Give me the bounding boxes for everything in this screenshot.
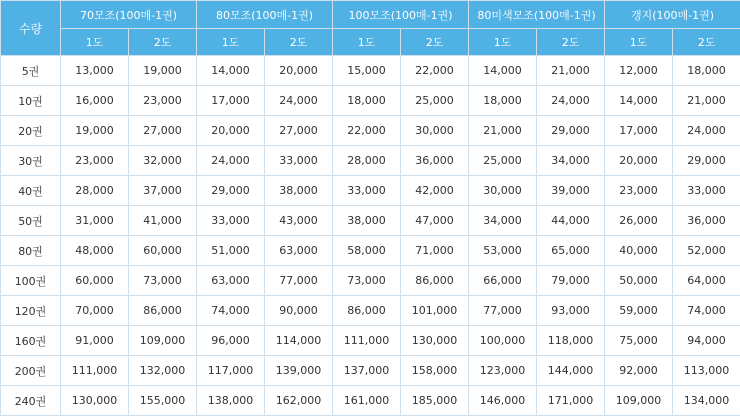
group-header-100-mojo: 100모조(100매-1권) bbox=[333, 1, 469, 29]
group-header-80-mojo: 80모조(100매-1권) bbox=[197, 1, 333, 29]
price-cell: 185,000 bbox=[401, 386, 469, 416]
price-cell: 114,000 bbox=[265, 326, 333, 356]
price-cell: 117,000 bbox=[197, 356, 265, 386]
price-cell: 71,000 bbox=[401, 236, 469, 266]
price-cell: 77,000 bbox=[469, 296, 537, 326]
price-cell: 53,000 bbox=[469, 236, 537, 266]
price-cell: 130,000 bbox=[61, 386, 129, 416]
price-cell: 50,000 bbox=[605, 266, 673, 296]
one-color-header: 1도 bbox=[605, 29, 673, 56]
price-cell: 14,000 bbox=[605, 86, 673, 116]
table-row bbox=[1, 356, 740, 386]
quantity-cell: 200권 bbox=[1, 356, 61, 386]
price-cell: 38,000 bbox=[265, 176, 333, 206]
price-cell: 42,000 bbox=[401, 176, 469, 206]
price-cell: 86,000 bbox=[401, 266, 469, 296]
price-cell: 100,000 bbox=[469, 326, 537, 356]
price-cell: 12,000 bbox=[605, 56, 673, 86]
quantity-cell: 30권 bbox=[1, 146, 61, 176]
price-cell: 144,000 bbox=[537, 356, 605, 386]
table-row bbox=[1, 176, 740, 206]
price-cell: 86,000 bbox=[333, 296, 401, 326]
price-cell: 29,000 bbox=[537, 116, 605, 146]
one-color-header: 1도 bbox=[197, 29, 265, 56]
two-color-header: 2도 bbox=[265, 29, 333, 56]
quantity-cell: 80권 bbox=[1, 236, 61, 266]
price-cell: 161,000 bbox=[333, 386, 401, 416]
price-cell: 113,000 bbox=[673, 356, 740, 386]
price-cell: 63,000 bbox=[265, 236, 333, 266]
price-cell: 20,000 bbox=[197, 116, 265, 146]
price-cell: 13,000 bbox=[61, 56, 129, 86]
price-cell: 17,000 bbox=[197, 86, 265, 116]
price-cell: 25,000 bbox=[469, 146, 537, 176]
table-row bbox=[1, 206, 740, 236]
price-cell: 23,000 bbox=[605, 176, 673, 206]
price-cell: 43,000 bbox=[265, 206, 333, 236]
price-cell: 74,000 bbox=[197, 296, 265, 326]
price-cell: 28,000 bbox=[61, 176, 129, 206]
price-cell: 16,000 bbox=[61, 86, 129, 116]
price-cell: 162,000 bbox=[265, 386, 333, 416]
color-header-row bbox=[1, 29, 740, 56]
table-row bbox=[1, 296, 740, 326]
price-cell: 24,000 bbox=[673, 116, 740, 146]
price-cell: 19,000 bbox=[129, 56, 197, 86]
price-cell: 96,000 bbox=[197, 326, 265, 356]
price-cell: 44,000 bbox=[537, 206, 605, 236]
price-cell: 79,000 bbox=[537, 266, 605, 296]
price-cell: 33,000 bbox=[265, 146, 333, 176]
table-row bbox=[1, 236, 740, 266]
price-cell: 30,000 bbox=[469, 176, 537, 206]
price-cell: 22,000 bbox=[401, 56, 469, 86]
price-cell: 30,000 bbox=[401, 116, 469, 146]
price-cell: 27,000 bbox=[129, 116, 197, 146]
two-color-header: 2도 bbox=[673, 29, 740, 56]
price-cell: 24,000 bbox=[537, 86, 605, 116]
price-cell: 171,000 bbox=[537, 386, 605, 416]
price-cell: 24,000 bbox=[265, 86, 333, 116]
one-color-header: 1도 bbox=[333, 29, 401, 56]
price-cell: 134,000 bbox=[673, 386, 740, 416]
price-cell: 77,000 bbox=[265, 266, 333, 296]
price-cell: 64,000 bbox=[673, 266, 740, 296]
price-cell: 66,000 bbox=[469, 266, 537, 296]
price-cell: 23,000 bbox=[61, 146, 129, 176]
price-cell: 20,000 bbox=[605, 146, 673, 176]
price-cell: 33,000 bbox=[197, 206, 265, 236]
price-cell: 123,000 bbox=[469, 356, 537, 386]
price-cell: 101,000 bbox=[401, 296, 469, 326]
one-color-header: 1도 bbox=[61, 29, 129, 56]
price-cell: 74,000 bbox=[673, 296, 740, 326]
quantity-cell: 10권 bbox=[1, 86, 61, 116]
price-cell: 155,000 bbox=[129, 386, 197, 416]
price-cell: 28,000 bbox=[333, 146, 401, 176]
price-cell: 17,000 bbox=[605, 116, 673, 146]
quantity-cell: 120권 bbox=[1, 296, 61, 326]
price-cell: 59,000 bbox=[605, 296, 673, 326]
price-cell: 138,000 bbox=[197, 386, 265, 416]
price-cell: 34,000 bbox=[537, 146, 605, 176]
price-cell: 47,000 bbox=[401, 206, 469, 236]
group-header-row bbox=[1, 1, 740, 29]
price-cell: 14,000 bbox=[469, 56, 537, 86]
quantity-cell: 40권 bbox=[1, 176, 61, 206]
price-cell: 65,000 bbox=[537, 236, 605, 266]
price-cell: 109,000 bbox=[605, 386, 673, 416]
quantity-cell: 20권 bbox=[1, 116, 61, 146]
price-cell: 21,000 bbox=[673, 86, 740, 116]
price-cell: 40,000 bbox=[605, 236, 673, 266]
two-color-header: 2도 bbox=[537, 29, 605, 56]
price-cell: 92,000 bbox=[605, 356, 673, 386]
price-cell: 91,000 bbox=[61, 326, 129, 356]
price-cell: 130,000 bbox=[401, 326, 469, 356]
price-cell: 58,000 bbox=[333, 236, 401, 266]
table-row bbox=[1, 56, 740, 86]
price-cell: 139,000 bbox=[265, 356, 333, 386]
price-cell: 111,000 bbox=[61, 356, 129, 386]
price-cell: 70,000 bbox=[61, 296, 129, 326]
price-cell: 33,000 bbox=[673, 176, 740, 206]
price-cell: 118,000 bbox=[537, 326, 605, 356]
price-cell: 37,000 bbox=[129, 176, 197, 206]
price-cell: 90,000 bbox=[265, 296, 333, 326]
price-cell: 22,000 bbox=[333, 116, 401, 146]
price-cell: 21,000 bbox=[537, 56, 605, 86]
price-cell: 73,000 bbox=[129, 266, 197, 296]
group-header-80-ivory-mojo: 80미색모조(100매-1권) bbox=[469, 1, 605, 29]
price-cell: 29,000 bbox=[197, 176, 265, 206]
price-cell: 18,000 bbox=[673, 56, 740, 86]
price-cell: 36,000 bbox=[673, 206, 740, 236]
price-cell: 39,000 bbox=[537, 176, 605, 206]
table-body bbox=[1, 56, 740, 416]
price-cell: 63,000 bbox=[197, 266, 265, 296]
quantity-cell: 160권 bbox=[1, 326, 61, 356]
two-color-header: 2도 bbox=[129, 29, 197, 56]
quantity-cell: 50권 bbox=[1, 206, 61, 236]
table-row bbox=[1, 86, 740, 116]
table-row bbox=[1, 146, 740, 176]
price-cell: 19,000 bbox=[61, 116, 129, 146]
price-cell: 60,000 bbox=[129, 236, 197, 266]
quantity-cell: 240권 bbox=[1, 386, 61, 416]
price-cell: 109,000 bbox=[129, 326, 197, 356]
table-row bbox=[1, 326, 740, 356]
price-cell: 18,000 bbox=[333, 86, 401, 116]
table-row bbox=[1, 266, 740, 296]
price-cell: 26,000 bbox=[605, 206, 673, 236]
price-cell: 14,000 bbox=[197, 56, 265, 86]
price-cell: 86,000 bbox=[129, 296, 197, 326]
one-color-header: 1도 bbox=[469, 29, 537, 56]
price-cell: 25,000 bbox=[401, 86, 469, 116]
price-cell: 75,000 bbox=[605, 326, 673, 356]
price-cell: 132,000 bbox=[129, 356, 197, 386]
price-cell: 158,000 bbox=[401, 356, 469, 386]
price-cell: 33,000 bbox=[333, 176, 401, 206]
price-cell: 137,000 bbox=[333, 356, 401, 386]
price-cell: 146,000 bbox=[469, 386, 537, 416]
price-cell: 31,000 bbox=[61, 206, 129, 236]
price-cell: 111,000 bbox=[333, 326, 401, 356]
price-cell: 29,000 bbox=[673, 146, 740, 176]
table-row bbox=[1, 386, 740, 416]
price-cell: 23,000 bbox=[129, 86, 197, 116]
group-header-newsprint: 갱지(100매-1권) bbox=[605, 1, 740, 29]
price-cell: 34,000 bbox=[469, 206, 537, 236]
price-cell: 32,000 bbox=[129, 146, 197, 176]
price-cell: 36,000 bbox=[401, 146, 469, 176]
price-cell: 41,000 bbox=[129, 206, 197, 236]
price-cell: 73,000 bbox=[333, 266, 401, 296]
price-cell: 93,000 bbox=[537, 296, 605, 326]
quantity-cell: 5권 bbox=[1, 56, 61, 86]
table-row bbox=[1, 116, 740, 146]
table-header bbox=[1, 1, 740, 56]
price-cell: 38,000 bbox=[333, 206, 401, 236]
price-cell: 27,000 bbox=[265, 116, 333, 146]
price-cell: 94,000 bbox=[673, 326, 740, 356]
quantity-cell: 100권 bbox=[1, 266, 61, 296]
price-cell: 52,000 bbox=[673, 236, 740, 266]
price-cell: 18,000 bbox=[469, 86, 537, 116]
price-cell: 20,000 bbox=[265, 56, 333, 86]
group-header-70-mojo: 70모조(100매-1권) bbox=[61, 1, 197, 29]
quantity-header: 수량 bbox=[1, 1, 61, 56]
price-cell: 24,000 bbox=[197, 146, 265, 176]
two-color-header: 2도 bbox=[401, 29, 469, 56]
price-cell: 15,000 bbox=[333, 56, 401, 86]
price-cell: 21,000 bbox=[469, 116, 537, 146]
price-cell: 51,000 bbox=[197, 236, 265, 266]
price-cell: 60,000 bbox=[61, 266, 129, 296]
price-cell: 48,000 bbox=[61, 236, 129, 266]
